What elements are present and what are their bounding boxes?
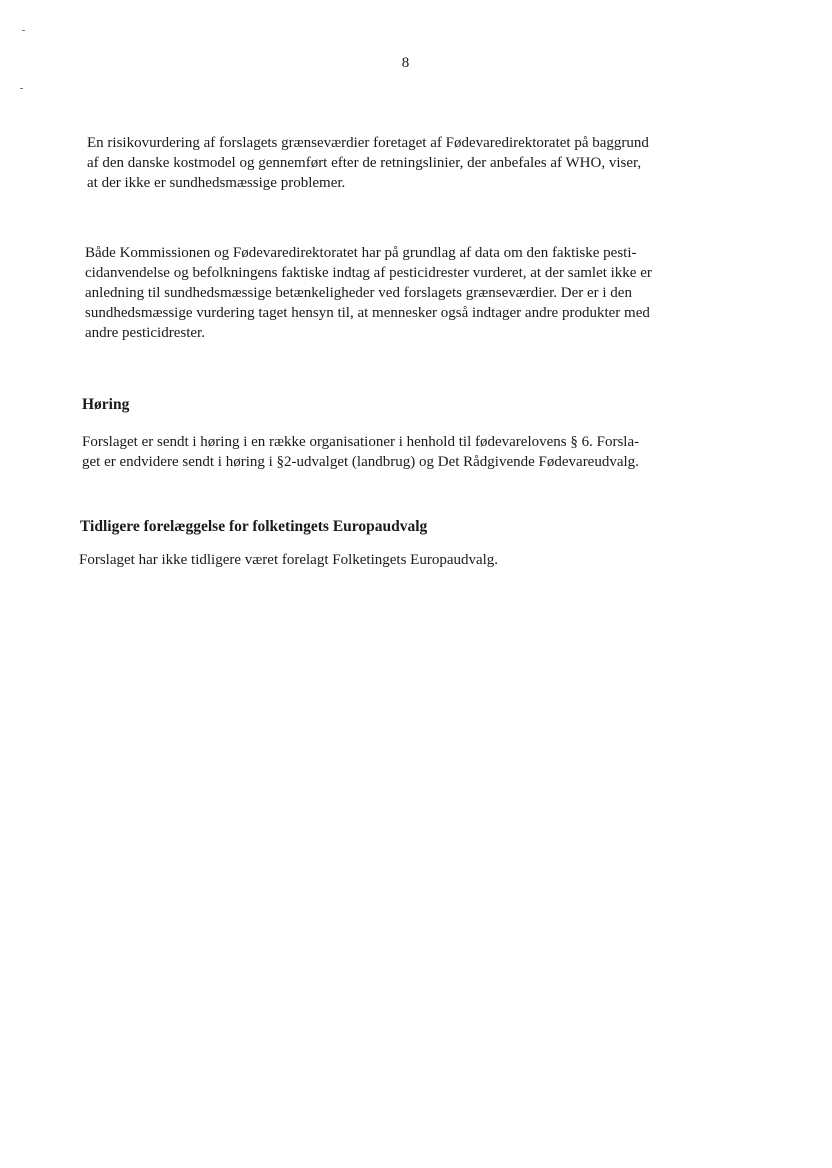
paragraph-line: En risikovurdering af forslagets grænseværdier foretaget af Fødevaredirektoratet på baggrund [87, 135, 649, 151]
scan-artifact [20, 88, 23, 89]
paragraph-line: af den danske kostmodel og gennemført efter de retningslinier, der anbefales af WHO, viser, [87, 155, 642, 171]
paragraph-line: at der ikke er sundhedsmæssige problemer. [87, 175, 346, 191]
paragraph-line: cidanvendelse og befolkningens faktiske indtag af pesticidrester vurderet, at der samlet ikke er [85, 265, 652, 281]
paragraph-line: andre pesticidrester. [85, 325, 205, 341]
horing-paragraph [82, 432, 639, 472]
europaudvalg-heading: Tidligere forelæggelse for folketingets Europaudvalg [80, 518, 428, 535]
paragraph-line: get er endvidere sendt i høring i §2-udvalget (landbrug) og Det Rådgivende Fødevareudvalg. [82, 454, 639, 470]
paragraph-line: Forslaget har ikke tidligere været forelagt Folketingets Europaudvalg. [79, 552, 499, 568]
paragraph-line: Både Kommissionen og Fødevaredirektoratet har på grundlag af data om den faktiske pesti- [85, 245, 637, 261]
scan-artifact [22, 30, 25, 31]
horing-heading: Høring [82, 396, 130, 413]
page-number: 8 [401, 55, 410, 71]
europaudvalg-paragraph [79, 550, 498, 570]
paragraph-line: anledning til sundhedsmæssige betænkeligheder ved forslagets grænseværdier. Der er i den [85, 285, 632, 301]
risk-assessment-paragraph [87, 133, 649, 193]
commission-assessment-paragraph [85, 243, 652, 343]
paragraph-line: Forslaget er sendt i høring i en række organisationer i henhold til fødevarelovens § 6. Forsla- [82, 434, 640, 450]
paragraph-line: sundhedsmæssige vurdering taget hensyn til, at mennesker også indtager andre produkter med [85, 305, 650, 321]
